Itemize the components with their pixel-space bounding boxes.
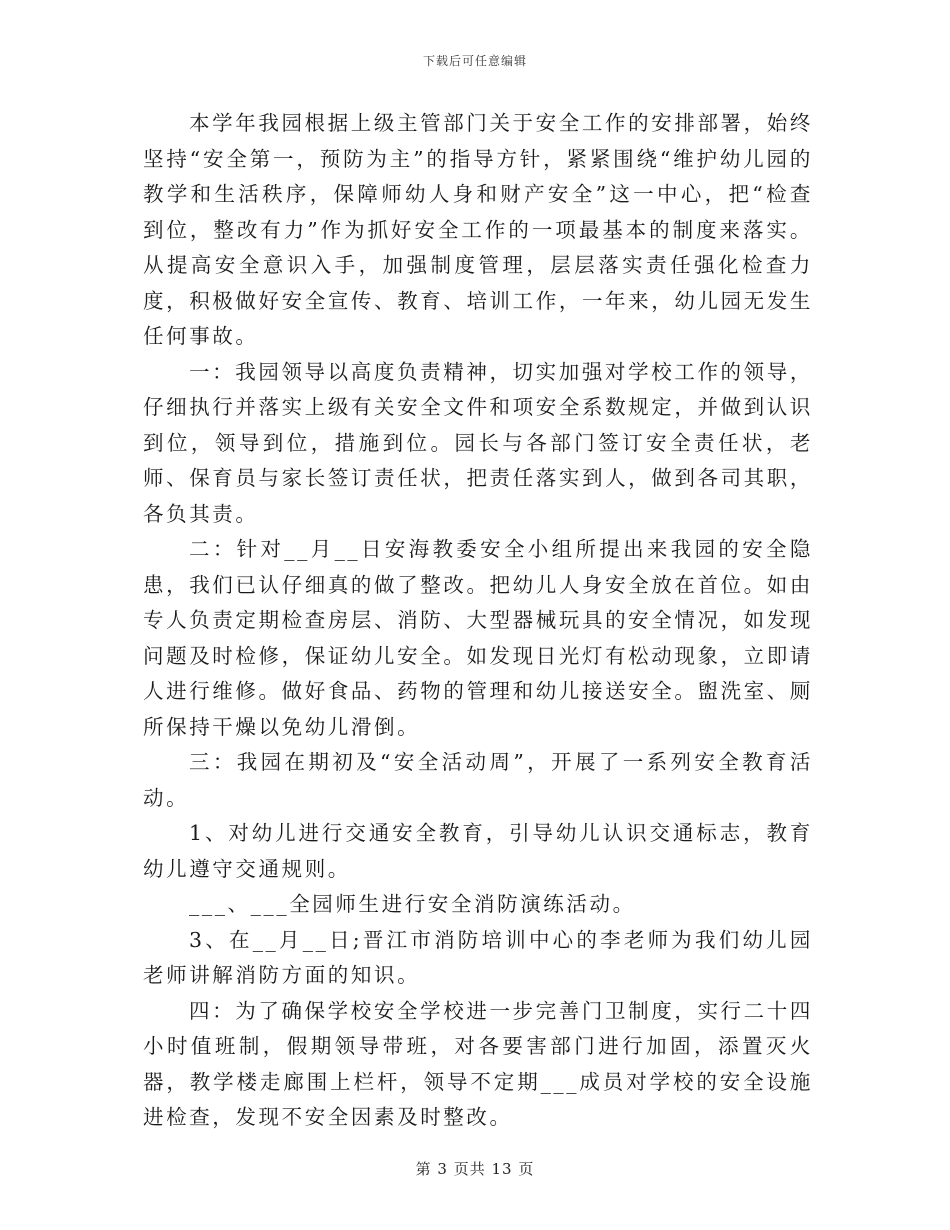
header-note: 下载后可任意编辑 <box>422 54 527 68</box>
paragraph-section-1: 一：我园领导以高度负责精神，切实加强对学校工作的领导，仔细执行并落实上级有关安全文件和项安全系数规定，并做到认识到位，领导到位，措施到位。园长与各部门签订安全责任状，老师、保育员与家长签订责任状，把责任落实到人，做到各司其职，各负其责。 <box>143 359 813 526</box>
list-item-1: 1、对幼儿进行交通安全教育，引导幼儿认识交通标志，教育幼儿遵守交通规则。 <box>143 821 813 881</box>
paragraph-section-2: 二：针对__月__日安海教委安全小组所提出来我园的安全隐患，我们已认仔细真的做了整改。把幼儿人身安全放在首位。如由专人负责定期检查房层、消防、大型器械玩具的安全情况，如发现问题及时检修，保证幼儿安全。如发现日光灯有松动现象，立即请人进行维修。做好食品、药物的管理和幼儿接送安全。盥洗室、厕所保持干燥以免幼儿滑倒。 <box>143 537 813 739</box>
page-number: 第 3 页共 13 页 <box>415 1160 535 1178</box>
document-body <box>143 106 813 1136</box>
paragraph-section-3: 三：我园在期初及“安全活动周”，开展了一系列安全教育活动。 <box>143 750 813 810</box>
list-item-3: 3、在__月__日;晋江市消防培训中心的李老师为我们幼儿园老师讲解消防方面的知识。 <box>143 927 813 987</box>
list-item-2: ___、___全园师生进行安全消防演练活动。 <box>189 892 636 916</box>
paragraph-intro: 本学年我园根据上级主管部门关于安全工作的安排部署，始终坚持“安全第一，预防为主”的指导方针，紧紧围绕“维护幼儿园的教学和生活秩序，保障师幼人身和财产安全”这一中心，把“检查到位，整改有力”作为抓好安全工作的一项最基本的制度来落实。从提高安全意识入手，加强制度管理，层层落实责任强化检查力度，积极做好安全宣传、教育、培训工作，一年来，幼儿园无发生任何事故。 <box>143 111 813 348</box>
paragraph-section-4: 四：为了确保学校安全学校进一步完善门卫制度，实行二十四小时值班制，假期领导带班，对各要害部门进行加固，添置灭火器，教学楼走廊围上栏杆，领导不定期___成员对学校的安全设施进检查，发现不安全因素及时整改。 <box>143 998 813 1129</box>
